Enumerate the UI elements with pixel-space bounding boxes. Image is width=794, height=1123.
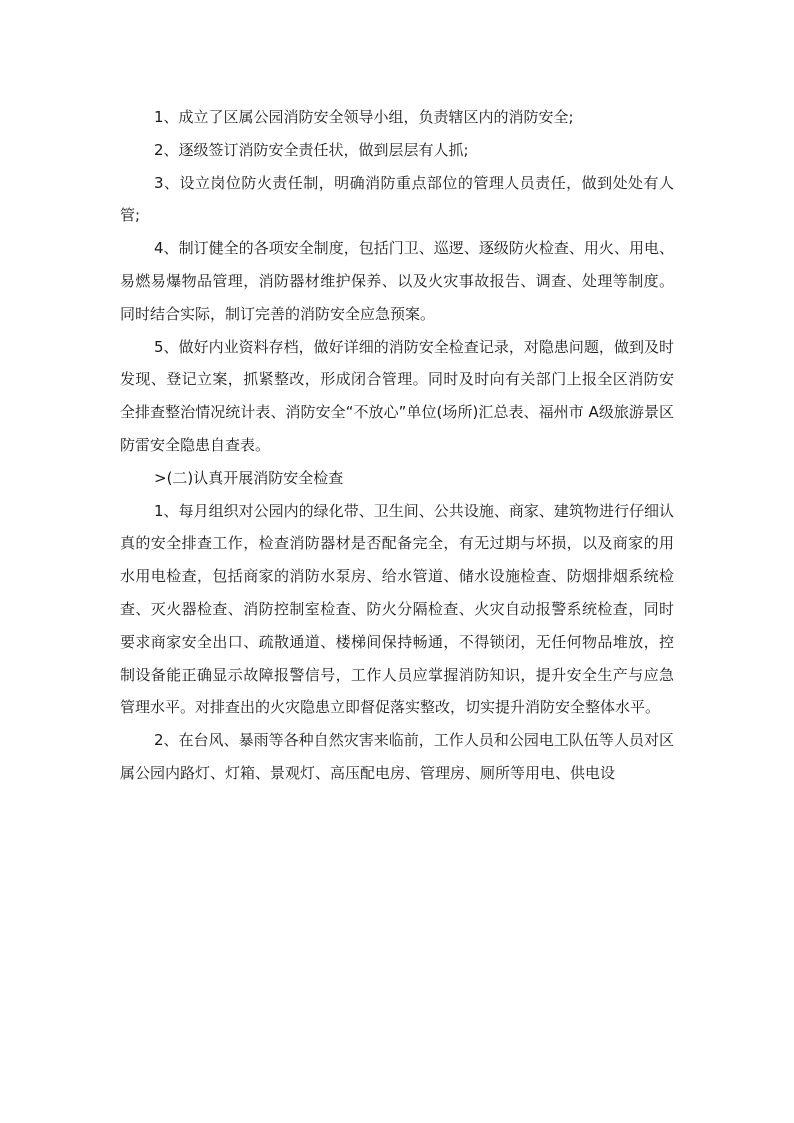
paragraph-3: 3、设立岗位防火责任制，明确消防重点部位的管理人员责任，做到处处有人管; (120, 173, 674, 225)
paragraph-inspection-2: 2、在台风、暴雨等各种自然灾害来临前，工作人员和公园电工队伍等人员对区属公园内路灯、灯箱、景观灯、高压配电房、管理房、厕所等用电、供电设 (120, 731, 674, 782)
document-body (120, 101, 674, 790)
paragraph-2: 2、逐级签订消防安全责任状，做到层层有人抓; (154, 140, 469, 159)
paragraph-4: 4、制订健全的各项安全制度，包括门卫、巡逻、逐级防火检查、用火、用电、易燃易爆物品管理，消防器材维护保养、以及火灾事故报告、调查、处理等制度。同时结合实际，制订完善的消防安全应急预案。 (120, 239, 674, 323)
section-heading-safety-inspection: >(二)认真开展消防安全检查 (154, 468, 344, 487)
paragraph-inspection-1: 1、每月组织对公园内的绿化带、卫生间、公共设施、商家、建筑物进行仔细认真的安全排查工作，检查消防器材是否配备完全，有无过期与坏损，以及商家的用水用电检查，包括商家的消防水泵房、给水管道、储水设施检查、防烟排烟系统检查、灭火器检查、消防控制室检查、防火分隔检查、火灾自动报警系统检查，同时要求商家安全出口、疏散通道、楼梯间保持畅通，不得锁闭，无任何物品堆放，控制设备能正确显示故障报警信号，工作人员应掌握消防知识，提升安全生产与应急管理水平。对排查出的火灾隐患立即督促落实整改，切实提升消防安全整体水平。 (120, 501, 674, 717)
paragraph-1: 1、成立了区属公园消防安全领导小组，负责辖区内的消防安全; (154, 108, 574, 126)
paragraph-5: 5、做好内业资料存档，做好详细的消防安全检查记录，对隐患问题，做到及时发现、登记立案，抓紧整改，形成闭合管理。同时及时向有关部门上报全区消防安全排查整治情况统计表、消防安全“不放心”单位(场所)汇总表、福州市 A级旅游景区防雷安全隐患自查表。 (120, 337, 674, 454)
